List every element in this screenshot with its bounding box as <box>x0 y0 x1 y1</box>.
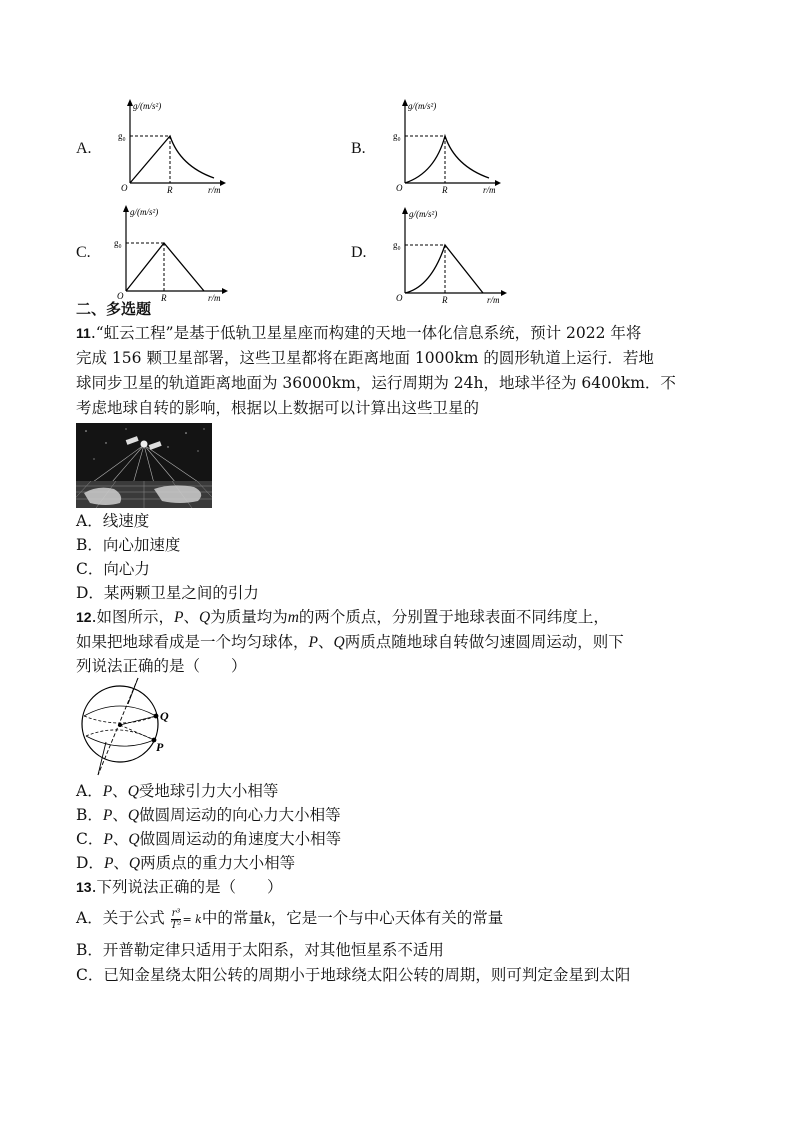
g0-label: g₀ <box>118 131 126 141</box>
origin-label: O <box>117 291 124 301</box>
graph-d <box>391 205 509 305</box>
y-axis-label: g/(m/s²) <box>133 101 162 111</box>
section-title: 二、多选题 <box>76 300 152 318</box>
earth-sphere-diagram <box>76 676 188 776</box>
q12-stem-line-3: 列说法正确的是（ ） <box>76 657 247 675</box>
g0-label: g₀ <box>393 131 401 141</box>
origin-label: O <box>121 183 128 193</box>
satellite-earth-image <box>76 423 212 508</box>
point-q-label: Q <box>160 709 169 723</box>
graph-c <box>112 203 230 303</box>
q12-stem-line-1: 12.如图所示，P、Q为质量均为m的两个质点，分别置于地球表面不同纬度上， <box>76 608 609 626</box>
q11-stem-line-4: 考虑地球自转的影响，根据以上数据可以计算出这些卫星的 <box>76 399 480 417</box>
g0-label: g₀ <box>393 240 401 250</box>
q12-option-d[interactable]: D．P、Q两质点的重力大小相等 <box>76 854 296 872</box>
q11-option-b[interactable]: B．向心加速度 <box>76 536 181 554</box>
q12-option-b[interactable]: B．P、Q做圆周运动的向心力大小相等 <box>76 806 341 824</box>
q11-option-d[interactable]: D．某两颗卫星之间的引力 <box>76 584 259 602</box>
question-number: 11 <box>76 325 91 341</box>
x-axis-label: r/m <box>208 293 221 303</box>
y-axis-label: g/(m/s²) <box>130 207 159 217</box>
r-label: R <box>442 295 448 305</box>
q13-option-b[interactable]: B．开普勒定律只适用于太阳系，对其他恒星系不适用 <box>76 941 444 959</box>
x-axis-label: r/m <box>487 295 500 305</box>
q12-option-a[interactable]: A．P、Q受地球引力大小相等 <box>76 782 279 800</box>
origin-label: O <box>396 293 403 303</box>
option-letter: C. <box>76 244 91 261</box>
y-axis-label: g/(m/s²) <box>408 101 437 111</box>
q12-option-c[interactable]: C．P、Q做圆周运动的角速度大小相等 <box>76 830 342 848</box>
r-label: R <box>442 185 448 194</box>
graph-a <box>116 98 226 194</box>
y-axis-label: g/(m/s²) <box>409 209 438 219</box>
q11-option-a[interactable]: A．线速度 <box>76 512 150 530</box>
q11-stem-line-1: 11.“虹云工程”是基于低轨卫星星座而构建的天地一体化信息系统，预计 2022 年将 <box>76 324 642 342</box>
g0-label: g₀ <box>114 238 122 248</box>
q13-stem: 13.下列说法正确的是（ ） <box>76 878 283 896</box>
q13-option-c[interactable]: C．已知金星绕太阳公转的周期小于地球绕太阳公转的周期，则可判定金星到太阳 <box>76 966 631 984</box>
r-label: R <box>161 293 167 303</box>
option-letter: B. <box>351 140 366 157</box>
option-letter: A. <box>76 140 92 157</box>
q11-stem-line-3: 球同步卫星的轨道距离地面为 36000km，运行周期为 24h，地球半径为 6400km．不 <box>76 374 676 392</box>
x-axis-label: r/m <box>483 185 496 194</box>
q11-stem-line-2: 完成 156 颗卫星部署，这些卫星都将在距离地面 1000km 的圆形轨道上运行．若地 <box>76 349 654 367</box>
origin-label: O <box>396 183 403 193</box>
r-label: R <box>167 185 173 194</box>
x-axis-label: r/m <box>208 185 221 194</box>
option-letter: D. <box>351 244 367 261</box>
formula-fraction: $\frac{\text{r³}}{\text{T²}}$ <box>170 907 182 931</box>
point-p-label: P <box>156 740 164 754</box>
q13-option-a[interactable]: A．关于公式 $\frac{\text{r³}}{\text{T²}}$ = k中的常量k，它是一个与中心天体有关的常量 <box>76 907 504 931</box>
q12-stem-line-2: 如果把地球看成是一个均匀球体，P、Q两质点随地球自转做匀速圆周运动，则下 <box>76 633 624 651</box>
graph-b <box>391 98 501 194</box>
q11-option-c[interactable]: C．向心力 <box>76 560 150 578</box>
